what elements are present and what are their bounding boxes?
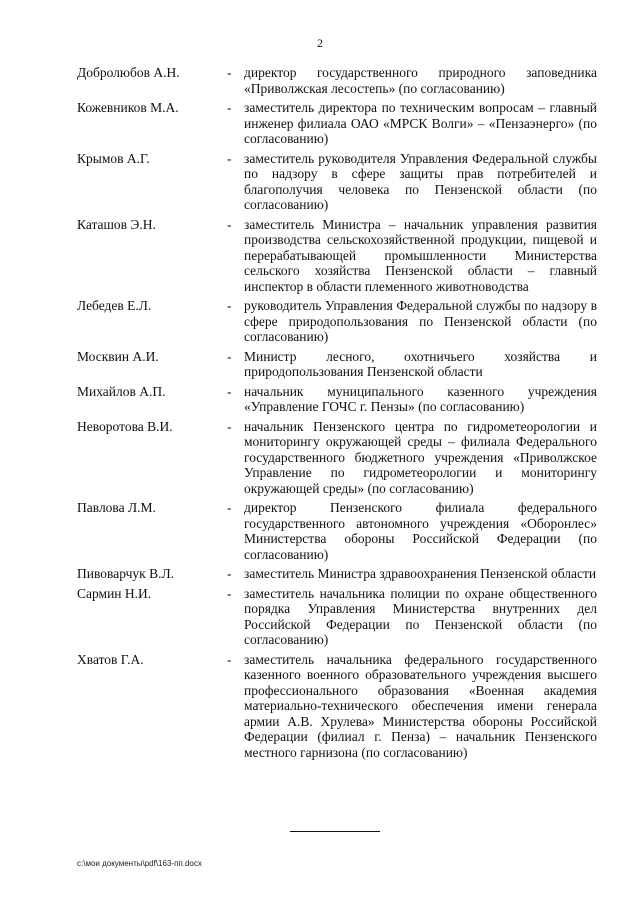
member-entry <box>77 100 597 147</box>
member-name: Кожевников М.А. <box>77 100 179 115</box>
dash-separator: - <box>227 651 232 667</box>
member-name: Неворотова В.И. <box>77 418 173 434</box>
member-entry <box>77 566 597 582</box>
separator-line <box>290 831 380 832</box>
dash-separator: - <box>227 585 232 601</box>
dash-separator: - <box>227 383 232 399</box>
member-name: Лебедев Е.Л. <box>77 298 152 313</box>
member-position: заместитель руководителя Управления Федеральной службы по надзору в сфере защиты прав потребителей и благополучия человека по Пензенской области (по согласованию) <box>244 150 597 212</box>
page-number: 2 <box>317 36 323 50</box>
member-entry <box>77 298 597 345</box>
member-name: Каташов Э.Н. <box>77 216 156 232</box>
member-position: начальник муниципального казенного учреждения «Управление ГОЧС г. Пензы» (по согласованию) <box>244 383 597 414</box>
member-position: заместитель Министра здравоохранения Пензенской области <box>244 566 597 581</box>
member-position: директор Пензенского филиала федерального государственного автономного учреждения «Оборонлес» Министерства обороны Российской Федерации (по согласованию) <box>244 500 597 562</box>
member-entry <box>77 384 597 415</box>
member-name: Михайлов А.П. <box>77 383 166 399</box>
dash-separator: - <box>227 100 232 115</box>
member-entry <box>77 349 597 380</box>
member-entry <box>77 217 597 295</box>
member-entry <box>77 419 597 497</box>
member-name: Павлова Л.М. <box>77 500 156 515</box>
member-entry <box>77 652 597 761</box>
member-position: начальник Пензенского центра по гидрометеорологии и мониторингу окружающей среды – филиала Федерального государственного бюджетного учреждения «Приволжское Управление по гидрометеорологии и мониторингу окружающей среды» (по согласованию) <box>244 418 597 496</box>
dash-separator: - <box>227 348 232 364</box>
member-position: заместитель Министра – начальник управления развития производства сельскохозяйственной продукции, пищевой и перерабатывающей промышленности Министерства сельского хозяйства Пензенской области – главный инспектор в области племенного животноводства <box>244 216 597 294</box>
member-list <box>77 65 597 764</box>
member-name: Крымов А.Г. <box>77 150 150 166</box>
dash-separator: - <box>227 298 232 313</box>
member-name: Хватов Г.А. <box>77 651 144 667</box>
dash-separator: - <box>227 65 232 80</box>
member-entry <box>77 586 597 648</box>
member-position: заместитель начальника федерального государственного казенного военного образовательного учреждения высшего профессионального образования «Военная академия материально-технического обеспечения имени генерала армии А.В. Хрулева» Министерства обороны Российской Федерации (филиал г. Пенза) – начальник Пензенского местного гарнизона (по согласованию) <box>244 651 597 760</box>
member-name: Добролюбов А.Н. <box>77 65 180 80</box>
member-position: Министр лесного, охотничьего хозяйства и природопользования Пензенской области <box>244 348 597 379</box>
member-name: Пивоварчук В.Л. <box>77 566 174 581</box>
member-entry <box>77 65 597 96</box>
dash-separator: - <box>227 566 232 581</box>
member-position: заместитель начальника полиции по охране общественного порядка Управления Министерства внутренних дел Российской Федерации по Пензенской области (по согласованию) <box>244 585 597 647</box>
member-entry <box>77 500 597 562</box>
dash-separator: - <box>227 150 232 166</box>
dash-separator: - <box>227 500 232 515</box>
member-name: Москвин А.И. <box>77 348 159 364</box>
member-position: руководитель Управления Федеральной службы по надзору в сфере природопользования по Пензенской области (по согласованию) <box>244 298 597 344</box>
file-path-footer: c:\мои документы\pdf\163-пп.docx <box>77 859 202 868</box>
member-name: Сармин Н.И. <box>77 585 152 601</box>
member-entry <box>77 151 597 213</box>
member-position: заместитель директора по техническим вопросам – главный инженер филиала ОАО «МРСК Волги» – «Пензаэнерго» (по согласованию) <box>244 100 597 146</box>
member-position: директор государственного природного заповедника «Приволжская лесостепь» (по согласованию) <box>244 65 597 96</box>
dash-separator: - <box>227 216 232 232</box>
dash-separator: - <box>227 418 232 434</box>
